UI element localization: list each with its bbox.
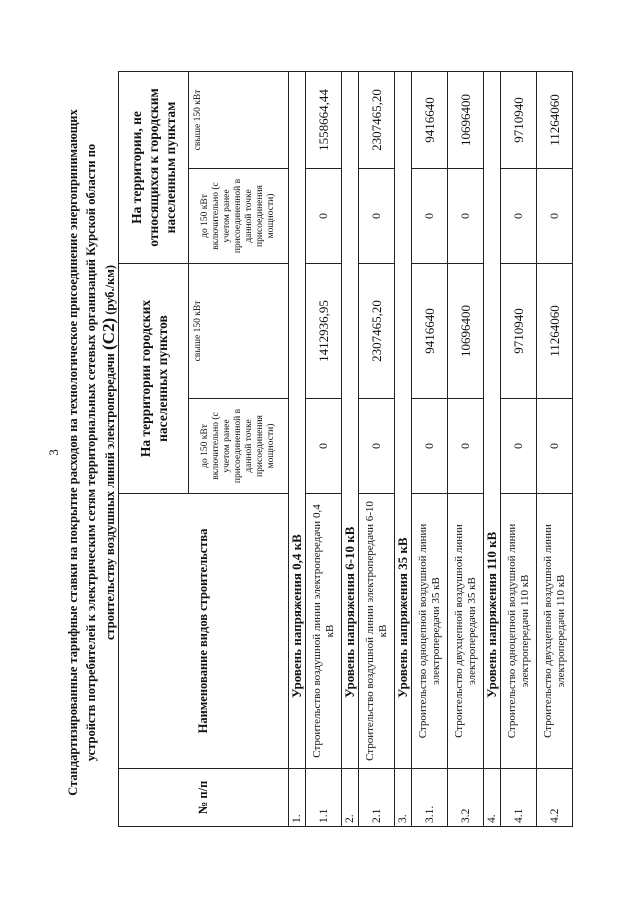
row-num: 1. xyxy=(289,769,306,827)
urban-over-150-value: 9710940 xyxy=(501,264,537,399)
construction-type: Строительство двухцепной воздушной линии электропередачи 110 кВ xyxy=(537,494,573,769)
table-row xyxy=(448,71,484,826)
rural-over-150-value: 9710940 xyxy=(501,71,537,168)
level-title: Уровень напряжения 6-10 кВ xyxy=(342,71,359,768)
construction-type: Строительство одноцепной воздушной линии электропередачи 110 кВ xyxy=(501,494,537,769)
rural-up-to-150-value: 0 xyxy=(501,169,537,264)
row-num: 3. xyxy=(395,769,412,827)
row-num: 4.1 xyxy=(501,769,537,827)
table-row xyxy=(537,71,573,826)
rural-over-150-value: 2307465,20 xyxy=(359,71,395,168)
row-num: 3.2 xyxy=(448,769,484,827)
urban-over-150-value: 10696400 xyxy=(448,264,484,399)
table-level-row xyxy=(395,71,412,826)
title-unit: (руб./км) xyxy=(103,264,117,318)
rural-up-to-150-value: 0 xyxy=(412,169,448,264)
rural-over-150-value: 10696400 xyxy=(448,71,484,168)
table-row xyxy=(306,71,342,826)
urban-up-to-150-value: 0 xyxy=(359,399,395,494)
table-level-row xyxy=(342,71,359,826)
title-line-3-main: строительству воздушных линий электропередачи xyxy=(103,349,117,641)
header-rural-up-to-150: до 150 кВт включительно (с учетом ранее присоединенной в данной точке присоединения мощности) xyxy=(189,169,289,264)
urban-up-to-150-value: 0 xyxy=(537,399,573,494)
rural-up-to-150-value: 0 xyxy=(306,169,342,264)
rural-over-150-value: 9416640 xyxy=(412,71,448,168)
level-title: Уровень напряжения 35 кВ xyxy=(395,71,412,768)
table-body xyxy=(289,71,573,826)
urban-up-to-150-value: 0 xyxy=(306,399,342,494)
table-row xyxy=(412,71,448,826)
table-row xyxy=(359,71,395,826)
header-urban: На территории городских населенных пунктов xyxy=(119,264,189,494)
header-rural-over-150: свыше 150 кВт xyxy=(189,71,289,168)
header-urban-over-150: свыше 150 кВт xyxy=(189,264,289,399)
row-num: 4.2 xyxy=(537,769,573,827)
row-num: 1.1 xyxy=(306,769,342,827)
title-line-1: Стандартизированные тарифные ставки на покрытие расходов на технологическое присоединение энергопринимающих xyxy=(66,109,80,796)
construction-type: Строительство двухцепной воздушной линии электропередачи 35 кВ xyxy=(448,494,484,769)
level-title: Уровень напряжения 110 кВ xyxy=(484,71,501,768)
header-rural: На территории, не относящихся к городским населенным пунктам xyxy=(119,71,189,263)
rural-up-to-150-value: 0 xyxy=(359,169,395,264)
construction-type: Строительство воздушной линии электропередачи 0,4 кВ xyxy=(306,494,342,769)
row-num: 2. xyxy=(342,769,359,827)
title-tariff-code: (С2) xyxy=(99,317,118,350)
table-level-row xyxy=(289,71,306,826)
construction-type: Строительство воздушной линии электропередачи 6-10 кВ xyxy=(359,494,395,769)
level-title: Уровень напряжения 0,4 кВ xyxy=(289,71,306,768)
rural-up-to-150-value: 0 xyxy=(448,169,484,264)
title-line-2: устройств потребителей к электрическим сетям территориальных сетевых организаций Курской области по xyxy=(84,143,98,762)
header-num: № п/п xyxy=(119,769,289,827)
urban-up-to-150-value: 0 xyxy=(501,399,537,494)
urban-over-150-value: 11264060 xyxy=(537,264,573,399)
header-name: Наименование видов строительства xyxy=(119,494,289,769)
header-urban-up-to-150: до 150 кВт включительно (с учетом ранее присоединенной в данной точке присоединения мощности) xyxy=(189,399,289,494)
rural-over-150-value: 11264060 xyxy=(537,71,573,168)
table-level-row xyxy=(484,71,501,826)
urban-up-to-150-value: 0 xyxy=(448,399,484,494)
urban-up-to-150-value: 0 xyxy=(412,399,448,494)
table-row xyxy=(501,71,537,826)
document-title xyxy=(64,40,119,865)
urban-over-150-value: 1412936,95 xyxy=(306,264,342,399)
rural-over-150-value: 1558664,44 xyxy=(306,71,342,168)
tariff-table xyxy=(118,71,573,827)
construction-type: Строительство одноцепной воздушной линии электропередачи 35 кВ xyxy=(412,494,448,769)
urban-over-150-value: 9416640 xyxy=(412,264,448,399)
rural-up-to-150-value: 0 xyxy=(537,169,573,264)
row-num: 2.1 xyxy=(359,769,395,827)
row-num: 4. xyxy=(484,769,501,827)
title-line-3 xyxy=(100,40,119,865)
row-num: 3.1. xyxy=(412,769,448,827)
urban-over-150-value: 2307465,20 xyxy=(359,264,395,399)
page-number: 3 xyxy=(46,449,61,456)
